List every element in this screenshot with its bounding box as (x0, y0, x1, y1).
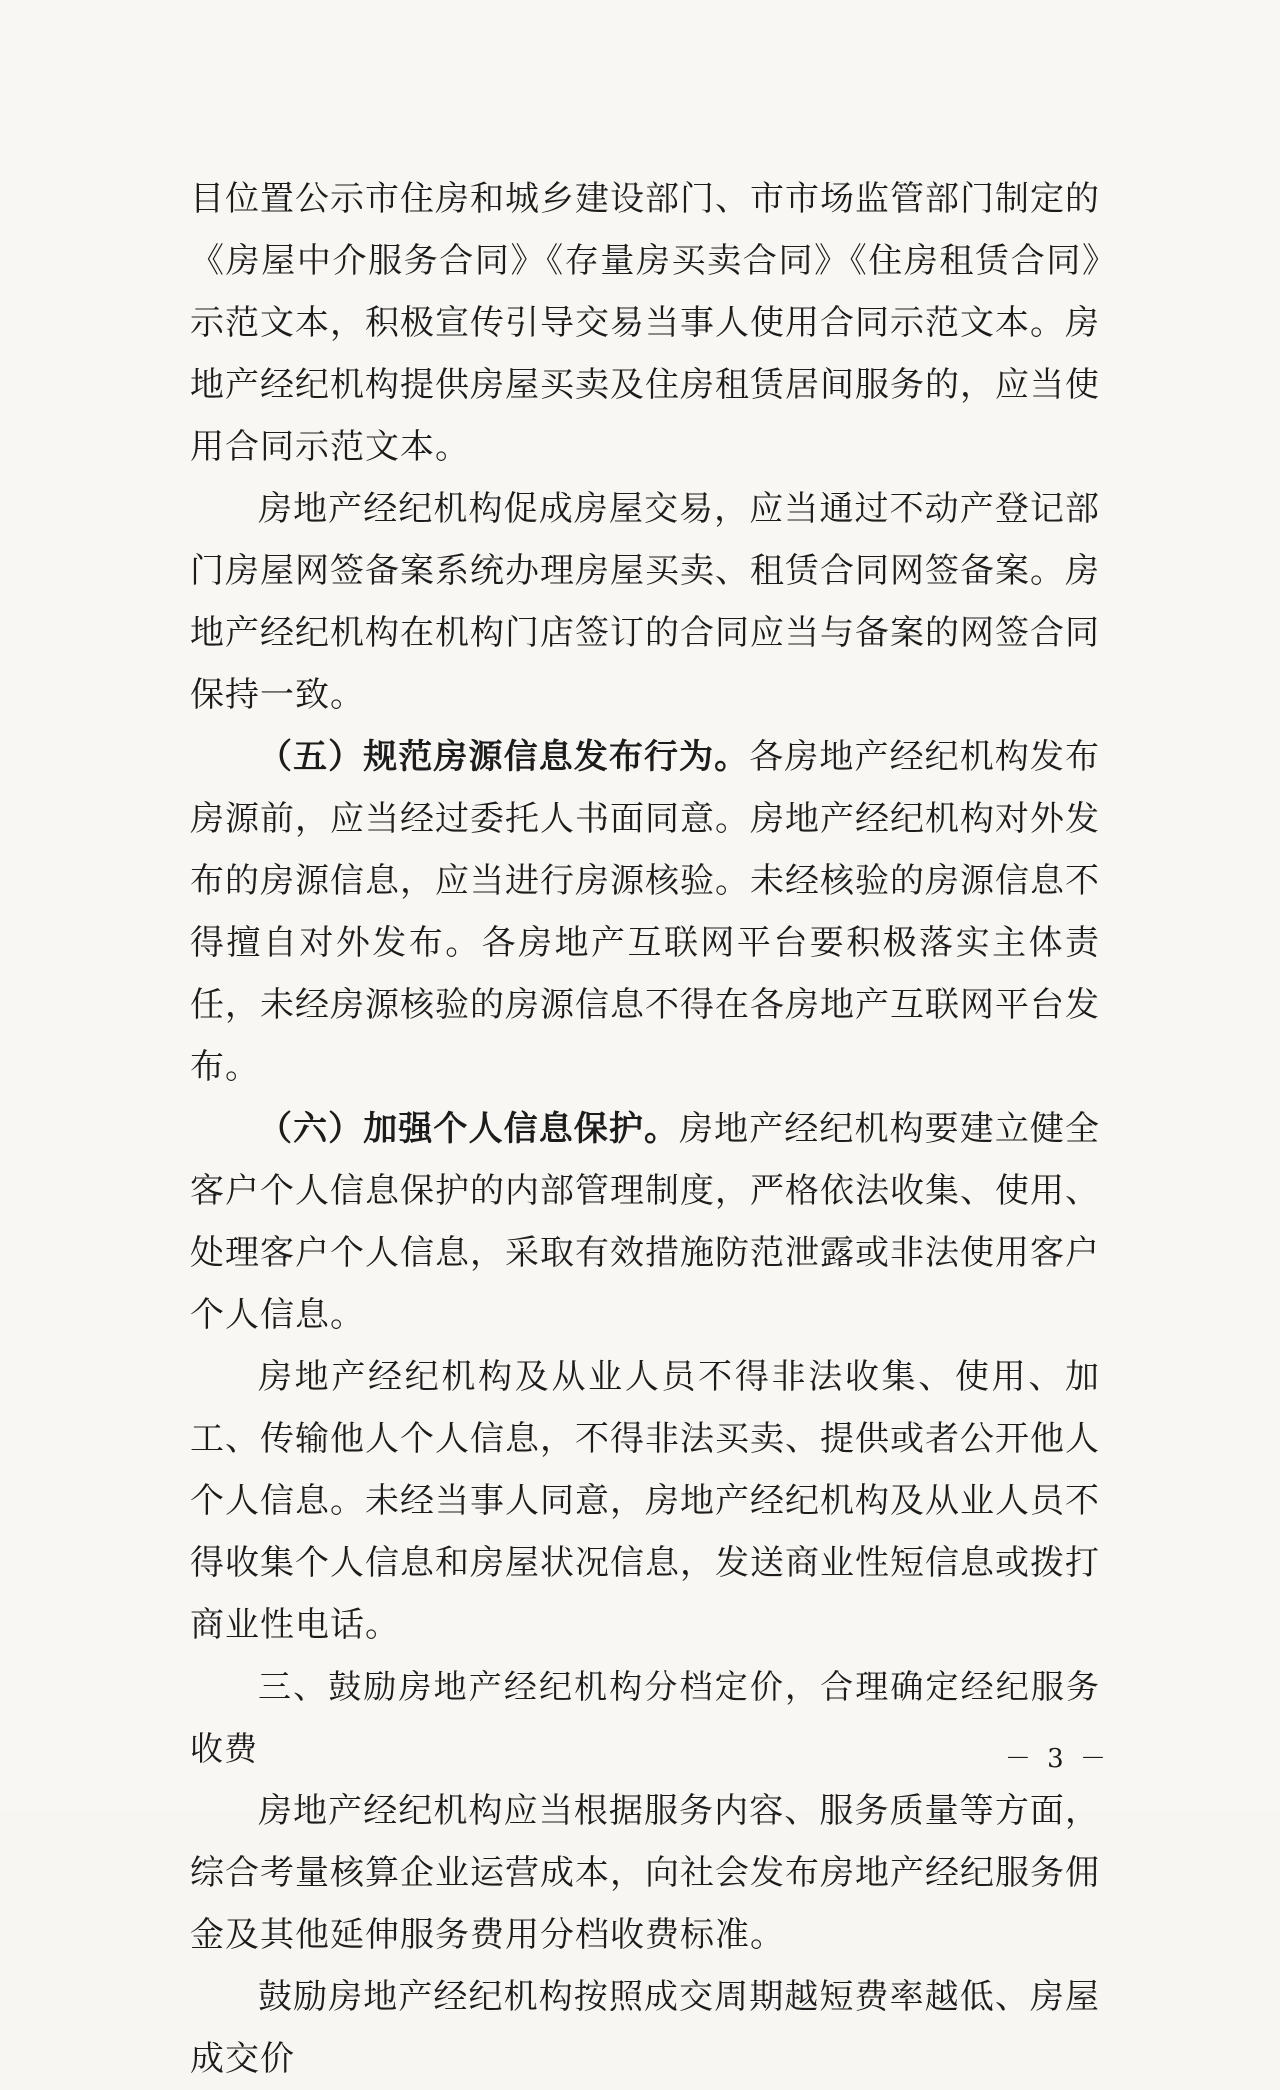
paragraph-text: 房地产经纪机构促成房屋交易，应当通过不动产登记部门房屋网签备案系统办理房屋买卖、租赁合同网签备案。房地产经纪机构在机构门店签订的合同应当与备案的网签合同保持一致。 (190, 489, 1100, 715)
page-number: － 3 － (1004, 1744, 1110, 1774)
paragraph-privacy-protection (190, 1098, 1100, 1346)
paragraph-fee-incentive (190, 1966, 1100, 2090)
paragraph-online-filing (190, 478, 1100, 726)
paragraph-listing-rules (190, 726, 1100, 1098)
paragraph-lead: （五）规范房源信息发布行为。 (258, 737, 750, 777)
document-body (190, 168, 1100, 2090)
section-heading-text: 三、鼓励房地产经纪机构分档定价，合理确定经纪服务收费 (190, 1667, 1100, 1768)
paragraph-text: 目位置公示市住房和城乡建设部门、市市场监管部门制定的《房屋中介服务合同》《存量房买卖合同》《住房租赁合同》示范文本，积极宣传引导交易当事人使用合同示范文本。房地产经纪机构提供房屋买卖及住房租赁居间服务的，应当使用合同示范文本。 (190, 179, 1100, 467)
paragraph-privacy-prohibitions (190, 1346, 1100, 1656)
paragraph-lead: （六）加强个人信息保护。 (258, 1109, 680, 1149)
paragraph-text: 房地产经纪机构要建立健全客户个人信息保护的内部管理制度，严格依法收集、使用、处理客户个人信息，采取有效措施防范泄露或非法使用客户个人信息。 (190, 1109, 1101, 1335)
paragraph-text: 鼓励房地产经纪机构按照成交周期越短费率越低、房屋成交价 (190, 1977, 1100, 2079)
paragraph-fee-standards (190, 1780, 1100, 1966)
paragraph-text: 房地产经纪机构应当根据服务内容、服务质量等方面，综合考量核算企业运营成本，向社会发布房地产经纪服务佣金及其他延伸服务费用分档收费标准。 (190, 1791, 1100, 1955)
paragraph-text: 各房地产经纪机构发布房源前，应当经过委托人书面同意。房地产经纪机构对外发布的房源信息，应当进行房源核验。未经核验的房源信息不得擅自对外发布。各房地产互联网平台要积极落实主体责任，未经房源核验的房源信息不得在各房地产互联网平台发布。 (190, 737, 1101, 1087)
paragraph-contract-templates (190, 168, 1100, 478)
section-heading-pricing (190, 1656, 1100, 1780)
paragraph-text: 房地产经纪机构及从业人员不得非法收集、使用、加工、传输他人个人信息，不得非法买卖、提供或者公开他人个人信息。未经当事人同意，房地产经纪机构及从业人员不得收集个人信息和房屋状况信息，发送商业性短信息或拨打商业性电话。 (190, 1357, 1100, 1645)
